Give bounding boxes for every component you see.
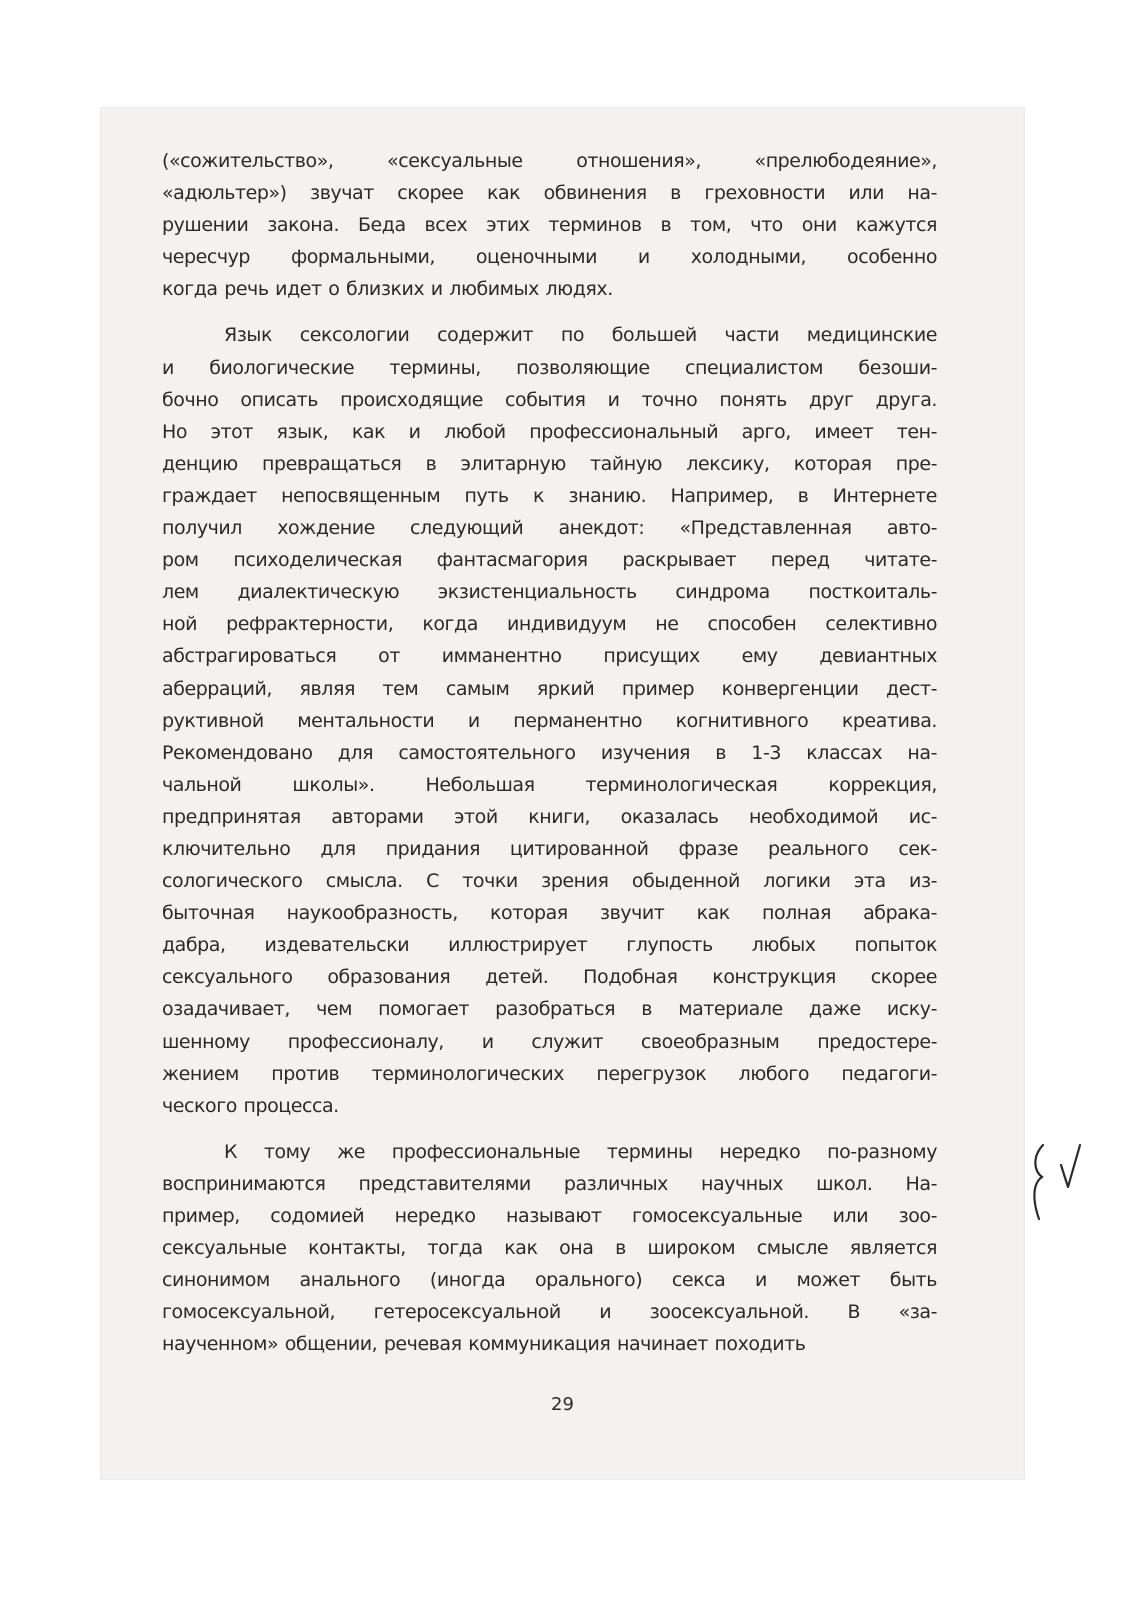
paragraph-gap [162, 1122, 937, 1136]
text-line: руктивной ментальности и перманентно когнитивного креатива. [162, 709, 937, 732]
text-line: жением против терминологических перегрузок любого педагоги- [162, 1062, 937, 1085]
text-line: ключительно для придания цитированной фразе реального сек- [162, 837, 937, 860]
text-line: ром психоделическая фантасмагория раскрывает перед читате- [162, 549, 937, 572]
text-line: пример, содомией нередко называют гомосексуальные или зоо- [162, 1205, 937, 1227]
text-line: сологического смысла. С точки зрения обыденной логики эта из- [162, 870, 937, 893]
body-text [162, 145, 937, 1360]
text-line: воспринимаются представителями различных научных школ. На- [162, 1172, 937, 1195]
text-line: предпринятая авторами этой книги, оказалась необходимой ис- [162, 805, 937, 828]
margin-annotation [1030, 1137, 1110, 1227]
text-line: бочно описать происходящие события и точно понять друг друга. [162, 388, 937, 411]
text-line: сексуальные контакты, тогда как она в широком смысле является [162, 1237, 937, 1260]
text-line: Рекомендовано для самостоятельного изучения в 1-3 классах на- [162, 741, 937, 764]
text-line: синонимом анального (иногда орального) секса и может быть [162, 1269, 937, 1292]
text-line: наученном» общении, речевая коммуникация начинает походить [162, 1333, 806, 1356]
text-line: дабра, издевательски иллюстрирует глупость любых попыток [162, 934, 937, 957]
paragraph-gap [162, 305, 937, 319]
text-line: К тому же профессиональные термины нередко по-разному [224, 1140, 937, 1163]
text-line: абстрагироваться от имманентно присущих ему девиантных [162, 645, 937, 668]
text-line: («сожительство», «сексуальные отношения», «прелюбодеяние», [162, 150, 937, 172]
text-line: быточная наукообразность, которая звучит как полная абрака- [162, 902, 937, 925]
paragraph [162, 1136, 937, 1361]
bracket-mark [1034, 1145, 1043, 1219]
text-line: денцию превращаться в элитарную тайную лексику, которая пре- [162, 452, 937, 475]
text-line: чальной школы». Небольшая терминологическая коррекция, [162, 773, 937, 796]
text-line: озадачивает, чем помогает разобраться в материале даже иску- [162, 998, 937, 1021]
text-line: граждает непосвященным путь к знанию. Например, в Интернете [162, 484, 937, 507]
text-line: рушении закона. Беда всех этих терминов в том, что они кажутся [162, 214, 937, 237]
text-line: шенному профессионалу, и служит своеобразным предостере- [162, 1030, 937, 1053]
text-line: Но этот язык, как и любой профессиональный арго, имеет тен- [162, 420, 937, 443]
paragraph [162, 145, 937, 305]
text-line: и биологические термины, позволяющие специалистом безоши- [162, 356, 937, 379]
book-page [100, 107, 1025, 1480]
text-line: чересчур формальными, оценочными и холодными, особенно [162, 246, 937, 269]
text-line: получил хождение следующий анекдот: «Представленная авто- [162, 517, 937, 540]
text-line: Язык сексологии содержит по большей части медицинские [224, 324, 937, 347]
text-line: лем диалектическую экзистенциальность синдрома посткоиталь- [162, 581, 937, 604]
text-line: ческого процесса. [162, 1094, 339, 1117]
paragraph [162, 319, 937, 1121]
page-number: 29 [551, 1394, 574, 1415]
text-line: аберраций, являя тем самым яркий пример конвергенции дест- [162, 677, 937, 700]
text-line: «адюльтер») звучат скорее как обвинения в греховности или на- [162, 182, 937, 205]
checkmark-icon [1061, 1145, 1080, 1187]
text-line: когда речь идет о близких и любимых людях. [162, 278, 613, 301]
text-line: сексуального образования детей. Подобная конструкция скорее [162, 966, 937, 989]
text-line: гомосексуальной, гетеросексуальной и зоосексуальной. В «за- [162, 1301, 937, 1324]
text-line: ной рефрактерности, когда индивидуум не способен селективно [162, 613, 937, 636]
